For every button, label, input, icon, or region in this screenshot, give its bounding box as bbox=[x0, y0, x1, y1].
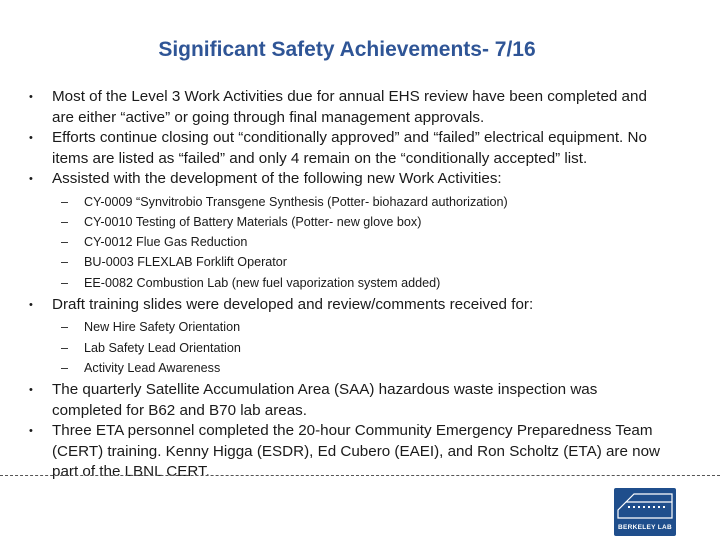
sub-list bbox=[26, 317, 666, 378]
dash-icon: – bbox=[61, 214, 69, 229]
sub-item bbox=[26, 232, 666, 252]
logo-text: BERKELEY LAB bbox=[617, 524, 673, 531]
bullet-item bbox=[26, 87, 666, 128]
dash-icon: – bbox=[61, 255, 69, 270]
dash-icon: – bbox=[61, 275, 69, 290]
sub-item-text: New Hire Safety Orientation bbox=[84, 320, 241, 335]
bullet-list bbox=[26, 87, 666, 483]
dash-icon: – bbox=[61, 320, 69, 335]
sub-item-text: Lab Safety Lead Orientation bbox=[84, 340, 241, 355]
bullet-text: Draft training slides were developed and review/comments received for: bbox=[52, 295, 534, 313]
sub-item bbox=[26, 358, 666, 378]
bullet-item bbox=[26, 421, 666, 483]
bullet-dot-icon: • bbox=[29, 298, 33, 311]
sub-item bbox=[26, 212, 666, 232]
bullet-dot-icon: • bbox=[29, 132, 33, 144]
sub-item bbox=[26, 192, 666, 212]
bullet-dot-icon: • bbox=[29, 425, 33, 438]
bullet-dot-icon: • bbox=[29, 384, 33, 397]
sub-item-text: Activity Lead Awareness bbox=[84, 361, 221, 376]
sub-item-text: CY-0009 “Synvitrobio Transgene Synthesis (Potter- biohazard authorization) bbox=[84, 194, 508, 209]
sub-item bbox=[26, 273, 666, 293]
sub-list bbox=[26, 192, 666, 293]
bullet-text: The quarterly Satellite Accumulation Area (SAA) hazardous waste inspection was completed for B62 and B70 lab areas. bbox=[52, 381, 598, 419]
berkeley-lab-logo bbox=[614, 488, 676, 536]
bullet-text: Efforts continue closing out “conditionally approved” and “failed” electrical equipment. No items are listed as “failed” and only 4 remain on the “conditionally accepted” list. bbox=[52, 129, 647, 167]
sub-item bbox=[26, 317, 666, 337]
slide-title: Significant Safety Achievements- 7/16 bbox=[158, 38, 536, 61]
sub-item-text: CY-0012 Flue Gas Reduction bbox=[84, 235, 248, 250]
dash-icon: – bbox=[61, 235, 69, 250]
dash-icon: – bbox=[61, 194, 69, 209]
bullet-item bbox=[26, 295, 666, 316]
bullet-item bbox=[26, 128, 666, 169]
footer-divider bbox=[0, 475, 720, 476]
sub-item bbox=[26, 252, 666, 272]
bullet-text: Assisted with the development of the following new Work Activities: bbox=[52, 170, 502, 187]
bullet-text: Three ETA personnel completed the 20-hour Community Emergency Preparedness Team (CERT) training. Kenny Higga (ESDR), Ed Cubero (EAEI), and Ron Scholtz (ETA) are now part of the LBNL CERT. bbox=[52, 422, 661, 481]
sub-item-text: BU-0003 FLEXLAB Forklift Operator bbox=[84, 255, 287, 270]
sub-item-text: EE-0082 Combustion Lab (new fuel vaporization system added) bbox=[84, 275, 441, 290]
bullet-dot-icon: • bbox=[29, 173, 33, 185]
dash-icon: – bbox=[61, 361, 69, 376]
bullet-dot-icon: • bbox=[29, 91, 33, 103]
sub-item-text: CY-0010 Testing of Battery Materials (Potter- new glove box) bbox=[84, 214, 422, 229]
bullet-item bbox=[26, 380, 666, 421]
bullet-item bbox=[26, 169, 666, 190]
sub-item bbox=[26, 338, 666, 358]
dash-icon: – bbox=[61, 340, 69, 355]
bullet-text: Most of the Level 3 Work Activities due for annual EHS review have been completed and are either “active” or going through final management approvals. bbox=[52, 88, 647, 126]
